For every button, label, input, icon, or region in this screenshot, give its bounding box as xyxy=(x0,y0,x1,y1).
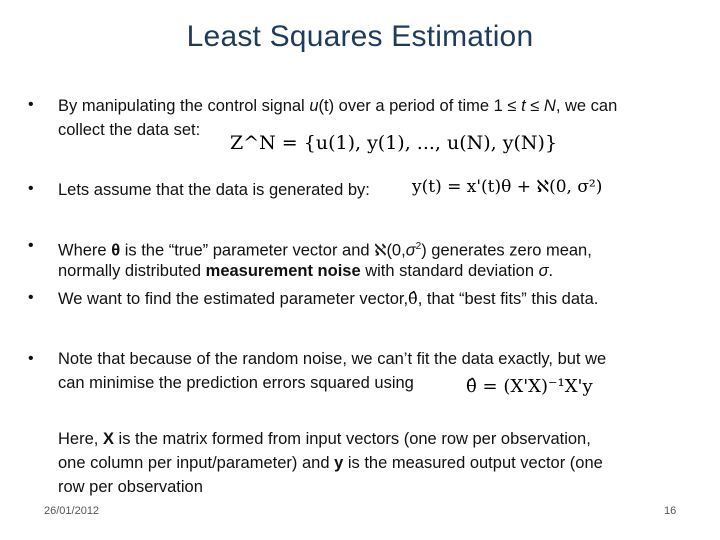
bullet-4-text xyxy=(58,287,598,311)
text-segment: Here, xyxy=(58,430,103,448)
superscript: 2 xyxy=(415,241,422,252)
emphasis-text: measurement noise xyxy=(205,262,361,280)
bullet-1-line-1 xyxy=(58,94,617,118)
text-segment: one column per input/parameter) and xyxy=(58,454,335,472)
text-segment: is the measured output vector (one xyxy=(343,454,603,472)
model-formula: y(t) = x'(t)θ + ℵ(0, σ²) xyxy=(412,177,603,197)
matrix-X: X xyxy=(102,430,114,448)
text-segment: normally distributed xyxy=(58,262,206,280)
sigma-symbol: σ xyxy=(538,262,549,280)
footer-date: 26/01/2012 xyxy=(44,505,100,517)
slide-title: Least Squares Estimation xyxy=(186,20,534,53)
text-segment: (t) xyxy=(318,97,335,115)
text-segment: ) generates zero mean, xyxy=(421,241,592,260)
text-segment: We want to find the estimated parameter vector, xyxy=(58,290,409,308)
vector-y: y xyxy=(334,454,344,472)
text-segment: is the “true” parameter vector and xyxy=(120,241,375,260)
text-segment: (0, xyxy=(386,241,406,260)
bullet-3-line-2 xyxy=(58,259,553,283)
sigma-symbol: σ xyxy=(405,241,416,260)
aleph-symbol: ℵ xyxy=(374,241,387,260)
bullet-5-line-1: Note that because of the random noise, we can’t fit the data exactly, but we xyxy=(58,350,607,368)
bullet-marker: • xyxy=(28,289,34,306)
le-symbol: ≤ xyxy=(530,97,540,115)
variable-N: N xyxy=(539,97,556,115)
bullet-5-line-2: can minimise the prediction errors squared using xyxy=(58,374,414,392)
text-segment: , we can xyxy=(555,97,618,115)
le-symbol: ≤ xyxy=(507,97,517,115)
text-segment: By manipulating the control signal xyxy=(58,97,310,115)
para-line-1 xyxy=(58,427,591,451)
least-squares-formula: θ̂ = (X'X)⁻¹X'y xyxy=(466,376,593,397)
text-segment: over a period of time 1 xyxy=(334,97,508,115)
bullet-marker: • xyxy=(28,237,34,254)
variable-t: t xyxy=(516,97,531,115)
para-line-3: row per observation xyxy=(58,478,203,496)
bullet-marker: • xyxy=(28,96,34,113)
page-number: 16 xyxy=(664,505,677,517)
theta-symbol: θ xyxy=(111,241,121,260)
bullet-marker: • xyxy=(28,180,34,197)
bullet-2-text: Lets assume that the data is generated by: xyxy=(58,181,370,199)
text-segment: Where xyxy=(58,241,112,260)
dataset-formula: Z^N = {u(1), y(1), ..., u(N), y(N)} xyxy=(230,132,558,154)
theta-hat-symbol: θ̂ xyxy=(408,289,418,308)
text-segment: is the matrix formed from input vectors (one row per observation, xyxy=(113,430,591,448)
text-segment: , that “best fits” this data. xyxy=(417,290,599,308)
variable-u: u xyxy=(309,97,319,115)
text-segment: with standard deviation xyxy=(360,262,539,280)
bullet-1-line-2: collect the data set: xyxy=(58,121,201,139)
text-segment: . xyxy=(548,262,554,280)
bullet-marker: • xyxy=(28,350,34,367)
para-line-2 xyxy=(58,451,603,475)
